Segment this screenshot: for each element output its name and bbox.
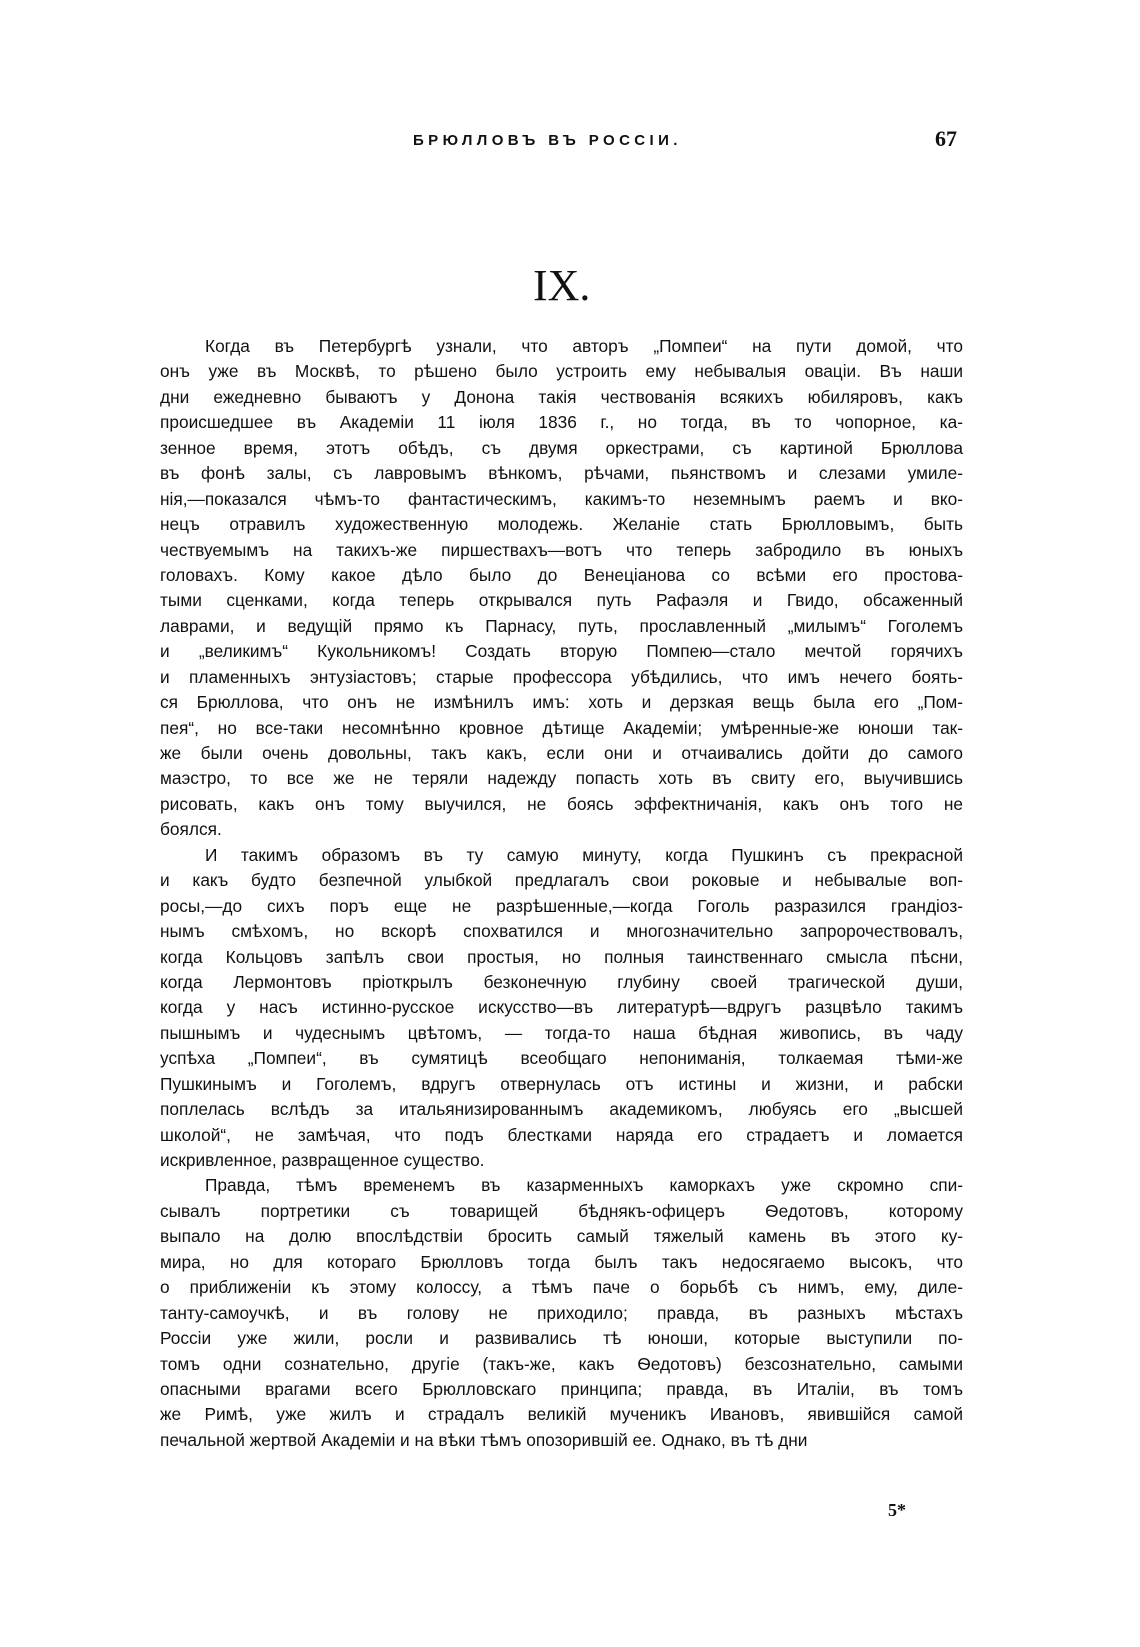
text-line: опасными врагами всего Брюлловскаго принципа; правда, въ Италіи, въ томъ [160, 1378, 963, 1399]
text-line: и „великимъ“ Кукольникомъ! Создать вторую Помпею—стало мечтой горячихъ [160, 641, 963, 662]
text-line: поплелась вслѣдъ за итальянизированнымъ академикомъ, любуясь его „высшей [160, 1099, 963, 1120]
text-line: искривленное, развращенное существо. [160, 1150, 485, 1170]
chapter-title: IX. [533, 261, 591, 310]
text-line: мира, но для котораго Брюлловъ тогда былъ такъ недосягаемо высокъ, что [160, 1251, 963, 1272]
text-line: когда Лермонтовъ пріоткрылъ безконечную глубину своей трагической души, [160, 971, 963, 992]
text-line: ся Брюллова, что онъ не измѣнилъ имъ: хоть и дерзкая вещь была его „Пом- [160, 692, 963, 713]
text-line: нія,—показался чѣмъ-то фантастическимъ, какимъ-то неземнымъ раемъ и вко- [160, 488, 963, 509]
text-line: тыми сценками, когда теперь открывался путь Рафаэля и Гвидо, обсаженный [160, 590, 963, 611]
text-line: Правда, тѣмъ временемъ въ казарменныхъ каморкахъ уже скромно спи- [205, 1175, 963, 1196]
text-line: сывалъ портретики съ товарищей бѣднякъ-офицеръ Ѳедотовъ, которому [160, 1200, 963, 1221]
text-line: пышнымъ и чудеснымъ цвѣтомъ, — тогда-то наша бѣдная живопись, въ чаду [160, 1022, 963, 1043]
text-line: школой“, не замѣчая, что подъ блестками наряда его страдаетъ и ломается [160, 1124, 963, 1145]
text-line: головахъ. Кому какое дѣло было до Венеціанова со всѣми его простова- [160, 564, 963, 585]
text-line: нымъ смѣхомъ, но вскорѣ спохватился и многозначительно запророчествовалъ, [160, 921, 963, 942]
text-line: дни ежедневно бываютъ у Донона такія чествованія всякихъ юбиляровъ, какъ [160, 386, 963, 407]
text-line: нецъ отравилъ художественную молодежь. Желаніе стать Брюлловымъ, быть [160, 514, 963, 535]
text-line: томъ одни сознательно, другіе (такъ-же, какъ Ѳедотовъ) безсознательно, самыми [160, 1353, 963, 1374]
text-line: рисовать, какъ онъ тому выучился, не боясь эффектничанія, какъ онъ того не [160, 793, 963, 814]
text-line: онъ уже въ Москвѣ, то рѣшено было устроить ему небывалыя оваціи. Въ наши [160, 361, 963, 382]
text-line: И такимъ образомъ въ ту самую минуту, когда Пушкинъ съ прекрасной [205, 844, 963, 865]
text-line: о приближеніи къ этому колоссу, а тѣмъ паче о борьбѣ съ нимъ, ему, диле- [160, 1277, 963, 1298]
text-line: пея“, но все-таки несомнѣнно кровное дѣтище Академіи; умѣренные-же юноши так- [160, 717, 963, 738]
text-line: Когда въ Петербургѣ узнали, что авторъ „Помпеи“ на пути домой, что [205, 336, 963, 356]
running-head: БРЮЛЛОВЪ ВЪ РОССІИ. [413, 132, 682, 149]
text-line: и пламенныхъ энтузіастовъ; старые профессора убѣдились, что имъ нечего боять- [160, 666, 963, 687]
signature-mark: 5* [888, 1500, 906, 1520]
text-line: боялся. [160, 819, 222, 840]
text-line: танту-самоучкѣ, и въ голову не приходило; правда, въ разныхъ мѣстахъ [160, 1302, 963, 1323]
text-line: и какъ будто безпечной улыбкой предлагалъ свои роковые и небывалые воп- [160, 870, 963, 891]
text-line: Россіи уже жили, росли и развивались тѣ юноши, которые выступили по- [160, 1328, 963, 1349]
text-line: когда Кольцовъ запѣлъ свои простыя, но полныя таинственнаго смысла пѣсни, [160, 946, 963, 967]
text-line: въ фонѣ залы, съ лавровымъ вѣнкомъ, рѣчами, пьянствомъ и слезами умиле- [160, 463, 963, 484]
text-line: зенное время, этотъ обѣдъ, съ двумя оркестрами, съ картиной Брюллова [160, 437, 963, 458]
text-line: лаврами, и ведущій прямо къ Парнасу, путь, прославленный „милымъ“ Гоголемъ [160, 615, 963, 636]
text-line: маэстро, то все же не теряли надежду попасть хоть въ свиту его, выучившись [160, 768, 963, 789]
text-line: успѣха „Помпеи“, въ сумятицѣ всеобщаго непониманія, толкаемая тѣми-же [160, 1048, 963, 1069]
body-text [160, 334, 963, 1453]
text-line: же Римѣ, уже жилъ и страдалъ великій мученикъ Ивановъ, явившійся самой [160, 1404, 963, 1425]
page-number: 67 [935, 126, 957, 151]
text-line: Пушкинымъ и Гоголемъ, вдругъ отвернулась отъ истины и жизни, и рабски [160, 1073, 963, 1094]
text-line: чествуемымъ на такихъ-же пиршествахъ—вотъ что теперь забродило въ юныхъ [160, 539, 963, 560]
text-line: росы,—до сихъ поръ еще не разрѣшенные,—когда Гоголь разразился грандіоз- [160, 895, 963, 916]
text-line: когда у насъ истинно-русское искусство—въ литературѣ—вдругъ разцвѣло такимъ [160, 997, 963, 1018]
text-line: выпало на долю впослѣдствіи бросить самый тяжелый камень въ этого ку- [160, 1226, 963, 1247]
text-line: же были очень довольны, такъ какъ, если они и отчаивались дойти до самого [160, 743, 963, 763]
text-line: происшедшее въ Академіи 11 іюля 1836 г., но тогда, въ то чопорное, ка- [160, 412, 963, 433]
text-line: печальной жертвой Академіи и на вѣки тѣмъ опозорившій ее. Однако, въ тѣ дни [160, 1429, 808, 1450]
